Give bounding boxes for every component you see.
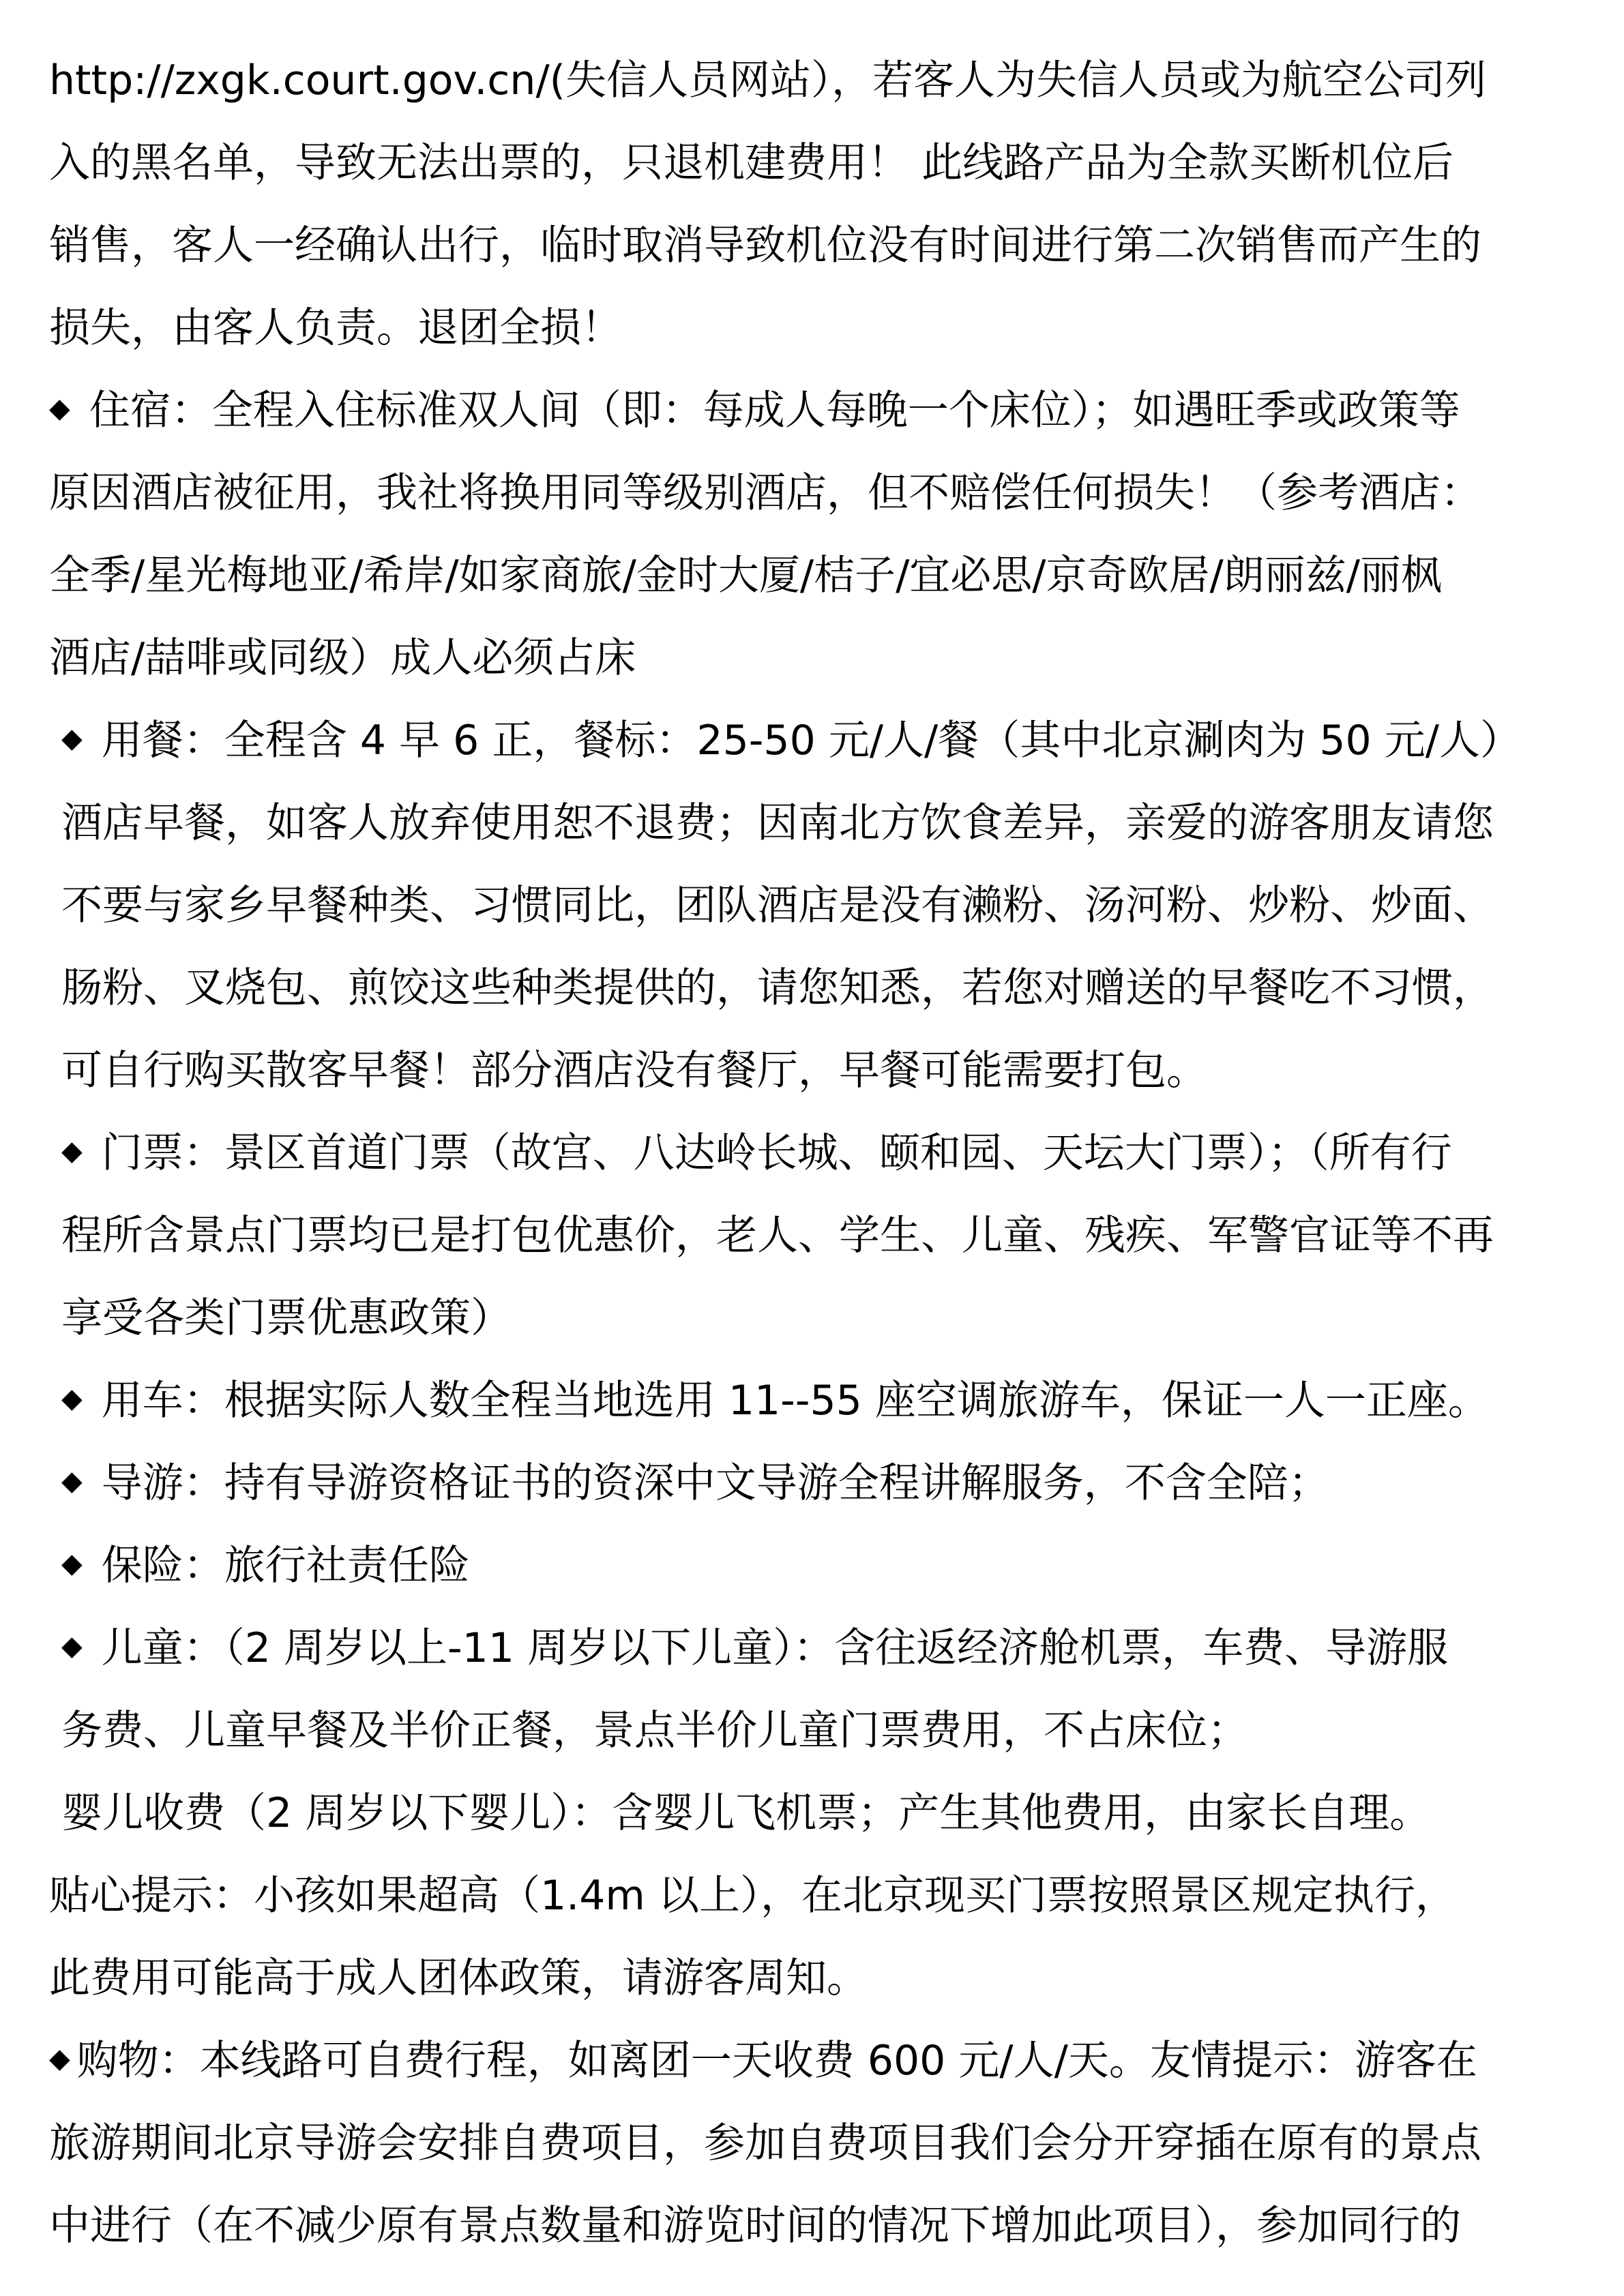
tickets-item bbox=[49, 1112, 1584, 1195]
text-line: 程所含景点门票均已是打包优惠价，老人、学生、儿童、残疾、军警官证等不再 bbox=[61, 1212, 1494, 1259]
diamond-bullet-icon: ◆ bbox=[61, 1465, 83, 1497]
text-line: 损失，由客人负责。退团全损！ bbox=[49, 304, 622, 352]
text-line: 中进行（在不减少原有景点数量和游览时间的情况下增加此项目），参加同行的 bbox=[49, 2202, 1461, 2250]
text-line: 原因酒店被征用，我社将换用同等级别酒店，但不赔偿任何损失！（参考酒店： bbox=[49, 469, 1481, 517]
text-line: 购物：本线路可自费行程，如离团一天收费 600 元/人/天。友情提示：游客在 bbox=[76, 2037, 1477, 2085]
accommodation-item bbox=[49, 370, 1584, 452]
diamond-bullet-icon: ◆ bbox=[61, 1382, 83, 1414]
transport-item bbox=[49, 1360, 1584, 1442]
text-line: 酒店早餐，如客人放弃使用恕不退费；因南北方饮食差异，亲爱的游客朋友请您 bbox=[61, 799, 1494, 847]
text-line: 享受各类门票优惠政策） bbox=[61, 1294, 512, 1342]
children-item bbox=[49, 1607, 1584, 1690]
text-line: 酒店/喆啡或同级）成人必须占床 bbox=[49, 634, 636, 682]
document-body bbox=[49, 40, 1584, 2267]
guide-item bbox=[49, 1442, 1584, 1525]
shopping-item bbox=[49, 2020, 1584, 2102]
meals-item bbox=[49, 700, 1584, 782]
text-line: 销售，客人一经确认出行，临时取消导致机位没有时间进行第二次销售而产生的 bbox=[49, 222, 1481, 269]
diamond-bullet-icon: ◆ bbox=[61, 1630, 83, 1662]
text-line: 用车：根据实际人数全程当地选用 11--55 座空调旅游车，保证一人一正座。 bbox=[101, 1377, 1489, 1425]
insurance-item bbox=[49, 1525, 1584, 1607]
text-line: 旅游期间北京导游会安排自费项目，参加自费项目我们会分开穿插在原有的景点 bbox=[49, 2119, 1481, 2167]
text-line: 不要与家乡早餐种类、习惯同比，团队酒店是没有濑粉、汤河粉、炒粉、炒面、 bbox=[61, 882, 1494, 929]
text-line: 此费用可能高于成人团体政策，请游客周知。 bbox=[49, 1954, 868, 2002]
text-line: 用餐：全程含 4 早 6 正，餐标：25-50 元/人/餐（其中北京涮肉为 50 元/人） bbox=[101, 717, 1521, 764]
diamond-bullet-icon: ◆ bbox=[61, 722, 83, 754]
text-line: 保险：旅行社责任险 bbox=[101, 1542, 470, 1590]
diamond-bullet-icon: ◆ bbox=[49, 2042, 70, 2074]
text-line: 贴心提示：小孩如果超高（1.4m 以上），在北京现买门票按照景区规定执行， bbox=[49, 1872, 1456, 1920]
text-line: 门票：景区首道门票（故宫、八达岭长城、颐和园、天坛大门票）；（所有行 bbox=[101, 1129, 1452, 1177]
text-line: 肠粉、叉烧包、煎饺这些种类提供的，请您知悉，若您对赠送的早餐吃不习惯， bbox=[61, 964, 1494, 1012]
text-line: 导游：持有导游资格证书的资深中文导游全程讲解服务，不含全陪； bbox=[101, 1459, 1329, 1507]
text-line: 务费、儿童早餐及半价正餐，景点半价儿童门票费用，不占床位； bbox=[61, 1707, 1248, 1755]
text-line: 全季/星光梅地亚/希岸/如家商旅/金时大厦/桔子/宜必思/京奇欧居/朗丽兹/丽枫 bbox=[49, 552, 1442, 599]
diamond-bullet-icon: ◆ bbox=[61, 1547, 83, 1579]
diamond-bullet-icon: ◆ bbox=[61, 1135, 83, 1167]
text-line: http://zxgk.court.gov.cn/(失信人员网站），若客人为失信人员或为航空公司列 bbox=[49, 57, 1487, 104]
text-line: 儿童：（2 周岁以上-11 周岁以下儿童）：含往返经济舱机票，车费、导游服 bbox=[101, 1624, 1449, 1672]
text-line: 婴儿收费（2 周岁以下婴儿）：含婴儿飞机票；产生其他费用，由家长自理。 bbox=[61, 1789, 1431, 1837]
diamond-bullet-icon: ◆ bbox=[49, 392, 70, 424]
text-line: 可自行购买散客早餐！部分酒店没有餐厅，早餐可能需要打包。 bbox=[61, 1047, 1207, 1094]
text-line: 住宿：全程入住标准双人间（即：每成人每晚一个床位）；如遇旺季或政策等 bbox=[89, 387, 1460, 434]
text-line: 入的黑名单，导致无法出票的，只退机建费用！ 此线路产品为全款买断机位后 bbox=[49, 139, 1454, 187]
